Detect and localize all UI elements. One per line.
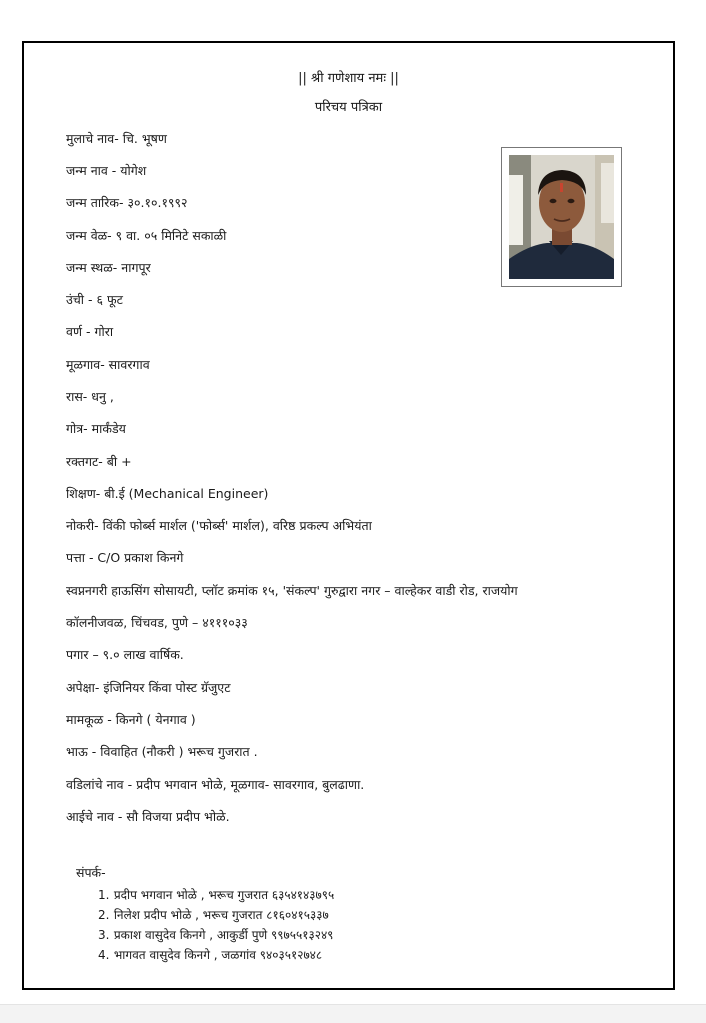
contact-heading: संपर्क-	[76, 865, 106, 880]
contact-item	[98, 925, 334, 945]
contact-text: निलेश प्रदीप भोळे , भरूच गुजरात ८१६०४१५३३७	[113, 908, 329, 922]
field-salary: पगार – ९.० लाख वार्षिक.	[66, 647, 184, 662]
contact-number: 3.	[98, 928, 110, 942]
contact-item	[98, 945, 334, 965]
field-gotra: गोत्र- मार्कंडेय	[66, 421, 126, 436]
field-birth-time: जन्म वेळ- ९ वा. ०५ मिनिटे सकाळी	[66, 228, 227, 243]
field-education: शिक्षण- बी.ई (Mechanical Engineer)	[66, 486, 269, 501]
contact-text: भागवत वासुदेव किनगे , जळगांव ९४०३५१२७४८	[113, 948, 323, 962]
field-address-careof: पत्ता - C/O प्रकाश किनगे	[66, 550, 184, 565]
contact-item	[98, 885, 334, 905]
field-birth-name: जन्म नाव - योगेश	[66, 163, 147, 178]
field-groom-name: मुलाचे नाव- चि. भूषण	[66, 131, 167, 146]
field-address-line1: स्वप्ननगरी हाऊसिंग सोसायटी, प्लॉट क्रमांक १५, 'संकल्प' गुरुद्वारा नगर – वाल्हेकर वाडी रोड, राजयोग	[66, 583, 518, 598]
contact-number: 1.	[98, 888, 110, 902]
field-father-name: वडिलांचे नाव - प्रदीप भगवान भोळे, मूळगाव- सावरगाव, बुलढाणा.	[66, 777, 365, 792]
field-brother: भाऊ - विवाहित (नौकरी ) भरूच गुजरात .	[66, 744, 258, 759]
document-page	[22, 41, 675, 990]
contact-number: 4.	[98, 948, 110, 962]
viewer-bottom-strip	[0, 1004, 706, 1023]
field-complexion: वर्ण - गोरा	[66, 324, 114, 339]
field-expectation: अपेक्षा- इंजिनियर किंवा पोस्ट ग्रॅजुएट	[66, 680, 231, 695]
contact-text: प्रकाश वासुदेव किनगे , आकुर्डी पुणे ९९७५५१३२४९	[113, 928, 334, 942]
contact-text: प्रदीप भगवान भोळे , भरूच गुजरात ६३५४१४३७९५	[113, 888, 335, 902]
field-mother-name: आईचे नाव - सौ विजया प्रदीप भोळे.	[66, 809, 230, 824]
field-birth-date: जन्म तारिक- ३०.१०.१९९२	[66, 195, 188, 210]
field-height: उंची - ६ फूट	[66, 292, 123, 307]
document-title: परिचय पत्रिका	[314, 100, 383, 115]
field-native-place: मूळगाव- सावरगाव	[66, 357, 150, 372]
field-address-line2: कॉलनीजवळ, चिंचवड, पुणे – ४१११०३३	[66, 615, 248, 630]
contact-number: 2.	[98, 908, 110, 922]
profile-photo-frame	[501, 147, 622, 287]
field-job: नोकरी- विंकी फोर्ब्स मार्शल ('फोर्ब्स' मार्शल), वरिष्ठ प्रकल्प अभियंता	[66, 518, 372, 533]
invocation-line: || श्री गणेशाय नमः ||	[298, 71, 399, 86]
field-maternal-clan: मामकूळ - किनगे ( येनगाव )	[66, 712, 196, 727]
field-blood-group: रक्तगट- बी +	[66, 454, 132, 469]
profile-photo	[509, 155, 614, 279]
field-birth-place: जन्म स्थळ- नागपूर	[66, 260, 151, 275]
contact-list	[98, 885, 334, 965]
field-rashi: रास- धनु ,	[66, 389, 114, 404]
contact-item	[98, 905, 334, 925]
